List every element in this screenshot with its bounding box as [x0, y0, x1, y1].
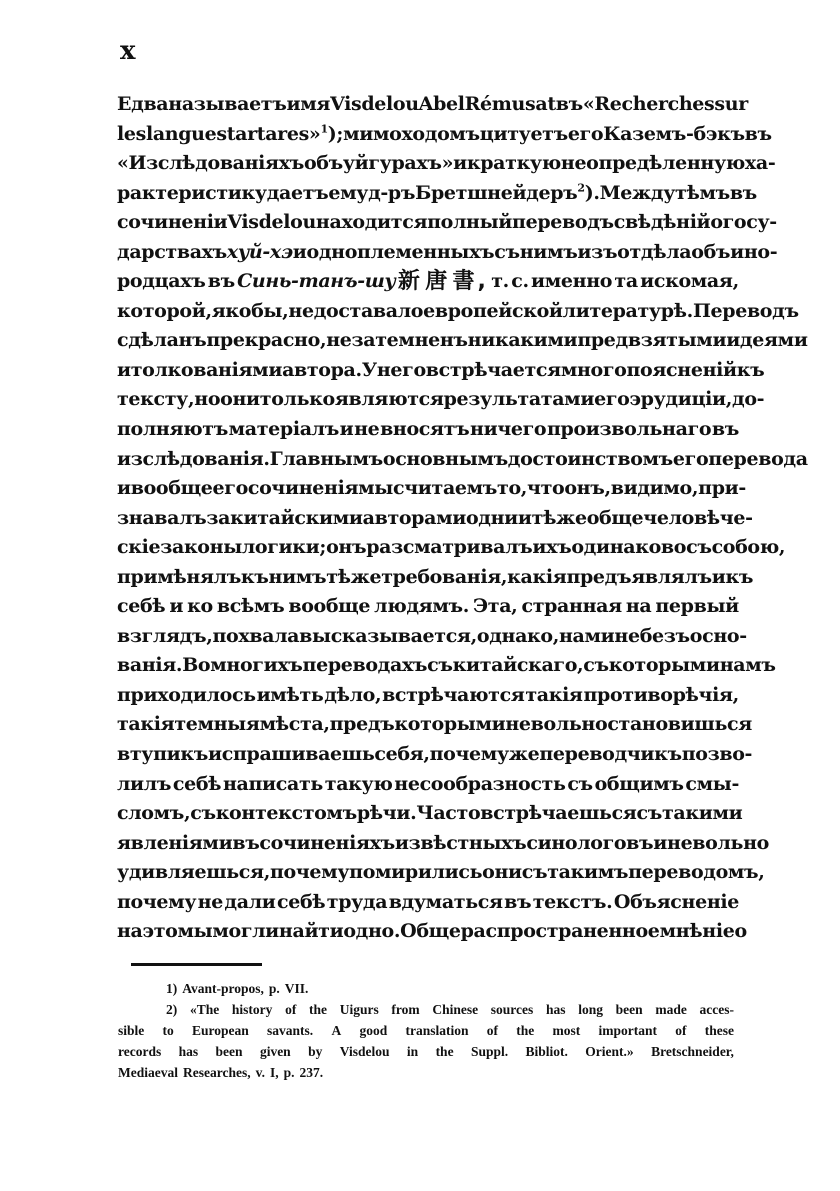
text-line: которой, якобы, не доставало европейской литературѣ. Переводъ — [117, 299, 799, 322]
text-line: приходилось имѣть дѣло, встрѣчаются такія противорѣчія, — [117, 683, 739, 706]
text-line: les langues tartares» $^1$); мимоходомъ цитуетъ его Каземъ-бэкъ въ — [117, 122, 772, 145]
footnotes — [118, 978, 734, 1083]
footnote-line: records has been given by Visdelou in the Suppl. Bibliot. Orient.» Bretschneider, — [118, 1044, 734, 1059]
footnote-line: sible to European savants. A good translation of the most important of these — [118, 1023, 734, 1038]
text-line: сочиненіи Visdelou находится полный переводъ свѣдѣній о госу- — [117, 211, 777, 234]
text-line: примѣнялъ къ нимъ тѣ же требованія, какія предъявлялъ и къ — [117, 565, 754, 588]
text-line: изслѣдованія. Главнымъ основнымъ достоинствомъ его перевода — [117, 447, 808, 470]
text-line: себѣ и ко всѣмъ вообще людямъ. Эта, странная на первый — [117, 595, 739, 618]
footnote-line: 2) «The history of the Uigurs from Chinese sources has long been made acces- — [166, 1002, 734, 1017]
footnote-line: Mediaeval Researches, v. I, p. 237. — [118, 1065, 324, 1080]
footnote-divider — [131, 963, 262, 966]
text-line: взглядъ, похвала высказывается, однако, нами не безъ осно- — [117, 624, 747, 647]
text-line: сдѣланъ прекрасно, не затемненъ никакими предвзятыми идеями — [117, 329, 808, 352]
text-line: Едва называетъ имя Visdelou Abel Rémusat въ «Recherches sur — [117, 93, 748, 115]
text-line: почему не дали себѣ труда вдуматься въ текстъ. Объясненіе — [117, 890, 739, 913]
text-line: родцахъ въ Синь-танъ-шу 新 唐 書, т. с. именно та искомая, — [117, 269, 739, 295]
text-line: на это мы могли найти одно. Общераспространенное мнѣніе о — [117, 920, 747, 943]
text-line: знавалъ за китайскими авторами одни и тѣ же общечеловѣче- — [117, 506, 753, 529]
text-line: дарствахъ хуй-хэ и одноплеменныхъ съ нимъ изъ отдѣла объ ино- — [117, 240, 778, 263]
text-line: втупикъ и спрашиваешь себя, почему же переводчикъ позво- — [117, 743, 753, 766]
text-line: и вообще его сочиненія мы считаемъ то, что онъ, видимо, при- — [117, 477, 746, 500]
footnote-line: 1) Avant-propos, p. VII. — [166, 981, 309, 996]
text-line: и толкованіями автора. У него встрѣчается много поясненій къ — [117, 358, 765, 381]
text-line: ванія. Во многихъ переводахъ съ китайскаго, съ которыми намъ — [117, 654, 776, 677]
text-line: такія темныя мѣста, предъ которыми невольно становишься — [117, 713, 752, 736]
text-line: полняютъ матеріалъ и не вносятъ ничего произвольнаго въ — [117, 418, 739, 441]
text-line: скіе законы логики; онъ разсматривалъ ихъ одинаково съ собою, — [117, 536, 786, 559]
text-line: тексту, но они только являются результатами его эрудиціи, до- — [117, 388, 765, 411]
text-line: явленіями въ сочиненіяхъ извѣстныхъ синологовъ и невольно — [117, 831, 769, 854]
main-text — [117, 90, 808, 947]
text-line: лилъ себѣ написать такую несообразность съ общимъ смы- — [117, 772, 739, 795]
text-line: удивляешься, почему помирились они съ такимъ переводомъ, — [117, 861, 765, 884]
text-line: «Изслѣдованіяхъ объ уйгурахъ» и краткую неопредѣленную ха- — [117, 152, 776, 175]
text-line: рактеристику даетъ ему д-ръ Бретшнейдеръ $^2$). Между тѣмъ въ — [117, 181, 757, 204]
text-line: сломъ, съ контекстомъ рѣчи. Часто встрѣчаешься съ такими — [117, 802, 743, 825]
page-number: x — [120, 36, 136, 66]
